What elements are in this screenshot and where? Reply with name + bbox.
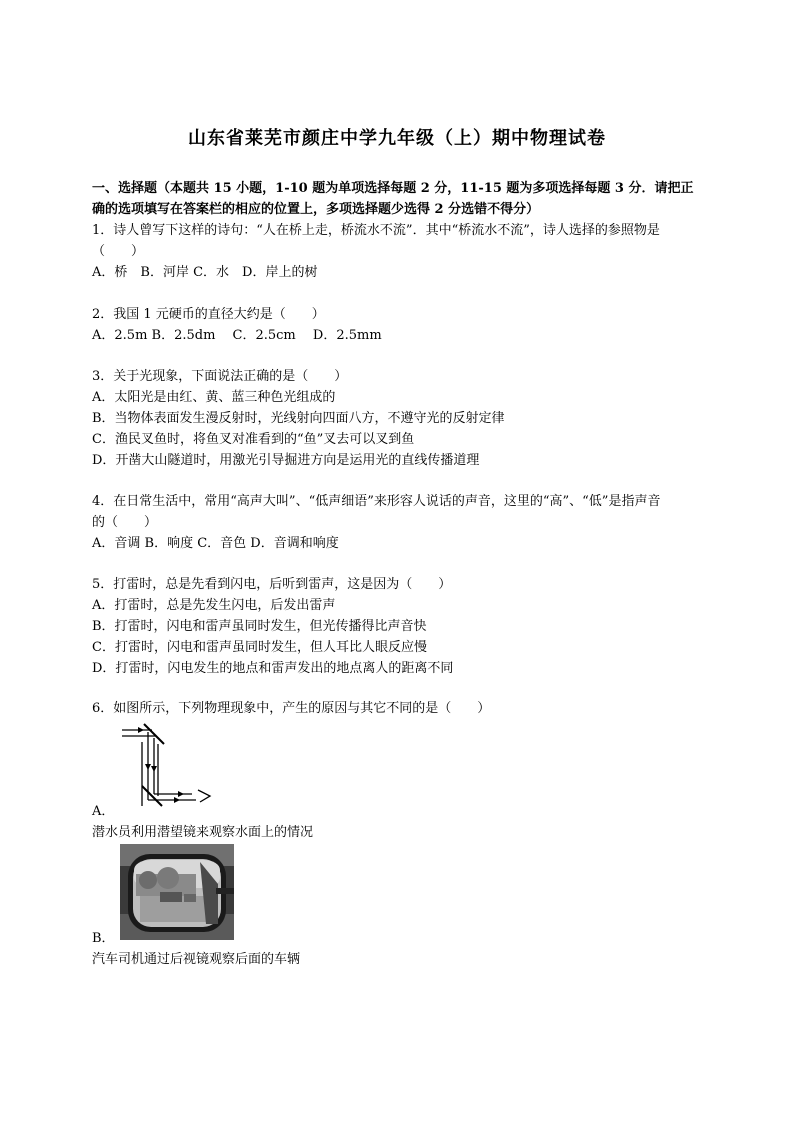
q3-stem: 3．关于光现象，下面说法正确的是（ ） (92, 369, 348, 384)
q6-option-a-label: A． (92, 804, 115, 819)
q5-option-d: D．打雷时，闪电发生的地点和雷声发出的地点离人的距离不同 (92, 661, 454, 676)
q6-stem: 6．如图所示，下列物理现象中，产生的原因与其它不同的是（ ） (92, 701, 491, 716)
q6-option-a-caption: 潜水员利用潜望镜来观察水面上的情况 (92, 825, 314, 840)
q5-option-c: C．打雷时，闪电和雷声虽同时发生，但人耳比人眼反应慢 (92, 640, 427, 655)
q4-stem-line2: 的（ ） (92, 515, 158, 530)
rearview-mirror-photo (120, 844, 234, 940)
section-heading-line2: 确的选项填写在答案栏的相应的位置上，多项选择题少选得 2 分选错不得分） (92, 202, 540, 217)
q5-stem: 5．打雷时，总是先看到闪电，后听到雷声，这是因为（ ） (92, 577, 452, 592)
q3-option-b: B．当物体表面发生漫反射时，光线射向四面八方，不遵守光的反射定律 (92, 411, 505, 426)
q6-option-b-caption: 汽车司机通过后视镜观察后面的车辆 (92, 952, 301, 967)
q1-stem-line1: 1．诗人曾写下这样的诗句：“人在桥上走，桥流水不流”．其中“桥流水不流”，诗人选择的参照物是 (92, 223, 660, 238)
q6-option-b-label: B． (92, 931, 115, 946)
page-title: 山东省莱芜市颜庄中学九年级（上）期中物理试卷 (188, 128, 606, 149)
q4-options: A．音调 B．响度 C．音色 D．音调和响度 (92, 536, 339, 551)
q1-stem-line2: （ ） (92, 244, 145, 259)
q2-stem: 2．我国 1 元硬币的直径大约是（ ） (92, 307, 325, 322)
periscope-diagram (118, 722, 213, 814)
q5-option-b: B．打雷时，闪电和雷声虽同时发生，但光传播得比声音快 (92, 619, 427, 634)
q3-option-a: A．太阳光是由红、黄、蓝三种色光组成的 (92, 390, 336, 405)
q3-option-d: D．开凿大山隧道时，用激光引导掘进方向是运用光的直线传播道理 (92, 453, 480, 468)
q4-stem-line1: 4．在日常生活中，常用“高声大叫”、“低声细语”来形容人说话的声音，这里的“高”、“低”是指声音 (92, 494, 661, 509)
section-heading-line1: 一、选择题（本题共 15 小题，1-10 题为单项选择每题 2 分，11-15 题为多项选择每题 3 分．请把正 (92, 181, 694, 196)
q1-options: A．桥 B．河岸 C．水 D．岸上的树 (92, 265, 318, 280)
q5-option-a: A．打雷时，总是先发生闪电，后发出雷声 (92, 598, 336, 613)
q3-option-c: C．渔民叉鱼时，将鱼叉对准看到的“鱼”叉去可以叉到鱼 (92, 432, 415, 447)
q2-options: A．2.5m B．2.5dm C．2.5cm D．2.5mm (92, 328, 382, 343)
